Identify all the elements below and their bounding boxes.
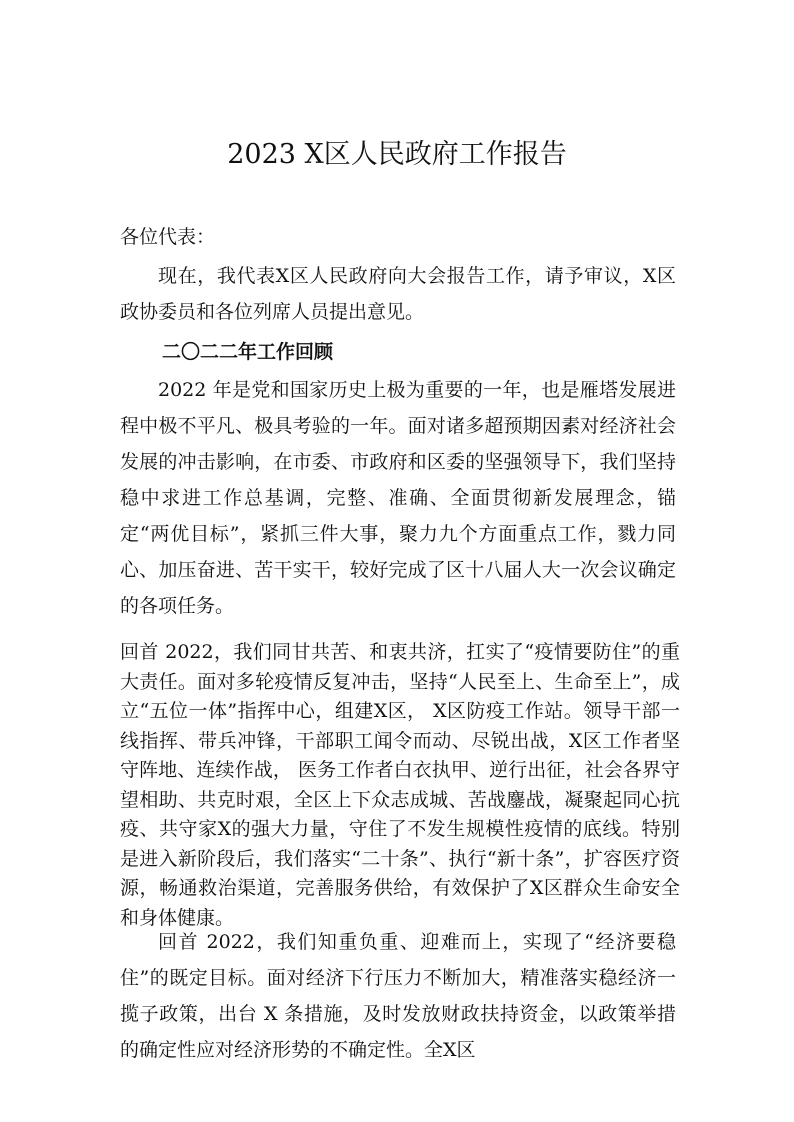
paragraph-overview: 2022 年是党和国家历史上极为重要的一年，也是雁塔发展进程中极不平凡、极具考验的一年。面对诸多超预期因素对经济社会发展的冲击影响，在市委、市政府和区委的坚强领导下，我们坚持稳中求进工作总基调，完整、准确、全面贯彻新发展理念，锚定“两优目标”，紧抓三件大事，聚力九个方面重点工作，戮力同心、加压奋进、苦干实干，较好完成了区十八届人大一次会议确定的各项任务。	[120, 379, 676, 617]
section-heading: 二〇二二年工作回顾	[162, 341, 334, 363]
intro-paragraph: 现在，我代表X区人民政府向大会报告工作，请予审议，X区政协委员和各位列席人员提出意见。	[120, 265, 676, 323]
paragraph-epidemic: 回首 2022，我们同甘共苦、和衷共济，扛实了“疫情要防住”的重大责任。面对多轮疫情反复冲击，坚持“人民至上、生命至上”，成立“五位一体”指挥中心，组建X区， X区防疫工作站。领导干部一线指挥、带兵冲锋，干部职工闻令而动、尽锐出战，X区工作者坚守阵地、连续作战， 医务工作者白衣执甲、逆行出征，社会各界守望相助、共克时艰，全区上下众志成城、苦战鏖战，凝聚起同心抗疫、共守家X的强大力量，守住了不发生规模性疫情的底线。特别是进入新阶段后，我们落实“二十条”、执行“新十条”，扩容医疗资源，畅通救治渠道，完善服务供给，有效保护了X区群众生命安全和身体健康。	[120, 641, 680, 929]
paragraph-economy: 回首 2022，我们知重负重、迎难而上，实现了“经济要稳住”的既定目标。面对经济下行压力不断加大，精准落实稳经济一揽子政策，出台 X 条措施，及时发放财政扶持资金，以政策举措的确定性应对经济形势的不确定性。全X区	[120, 931, 676, 1061]
document-title: 2023 X区人民政府工作报告	[227, 139, 567, 170]
salutation: 各位代表：	[120, 226, 216, 248]
